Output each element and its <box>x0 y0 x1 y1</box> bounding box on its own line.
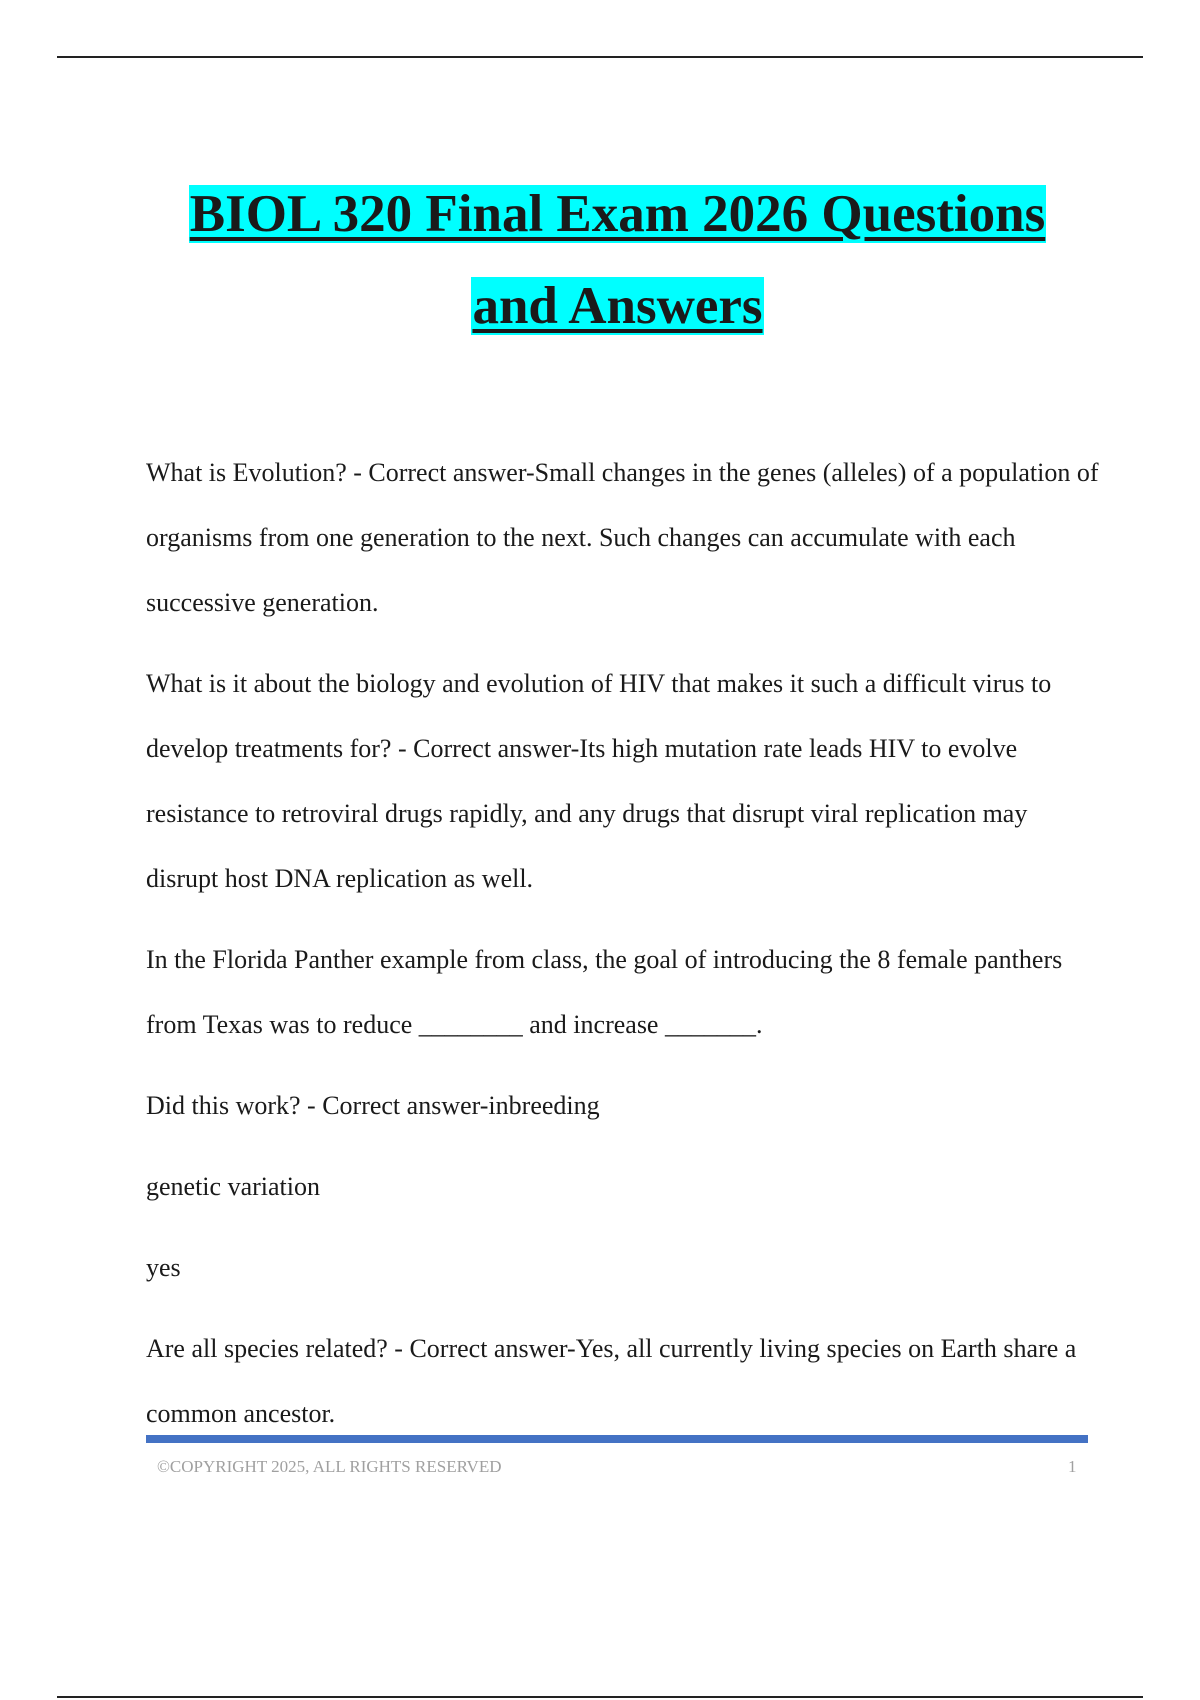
footer-divider <box>146 1435 1088 1443</box>
paragraph-yes: yes <box>146 1253 181 1282</box>
paragraph-species-related: Are all species related? - Correct answer-Yes, all currently living species on Earth share a common ancestor. <box>146 1334 1077 1428</box>
page-number: 1 <box>1068 1457 1077 1476</box>
paragraph-evolution: What is Evolution? - Correct answer-Small changes in the genes (alleles) of a population of organisms from one generation to the next. Such changes can accumulate with each successive generation. <box>146 458 1099 617</box>
footer-copyright: ©COPYRIGHT 2025, ALL RIGHTS RESERVED <box>157 1457 502 1476</box>
title-line-1: BIOL 320 Final Exam 2026 Questions <box>189 185 1046 243</box>
paragraph-genetic-variation: genetic variation <box>146 1172 320 1201</box>
document-body <box>146 440 1106 1462</box>
paragraph-hiv: What is it about the biology and evolution of HIV that makes it such a difficult virus to develop treatments for? - Correct answer-Its high mutation rate leads HIV to evolve resistance to retroviral drugs rapidly, and any drugs that disrupt viral replication may disrupt host DNA replication as well. <box>146 669 1052 893</box>
title-line-2: and Answers <box>472 277 763 335</box>
bottom-divider <box>57 1696 1143 1698</box>
document-title <box>0 168 1200 352</box>
top-divider <box>57 56 1143 58</box>
paragraph-florida-panther: In the Florida Panther example from class, the goal of introducing the 8 female panthers from Texas was to reduce ________ and increase _______. <box>146 945 1063 1039</box>
paragraph-did-this-work: Did this work? - Correct answer-inbreeding <box>146 1091 600 1120</box>
